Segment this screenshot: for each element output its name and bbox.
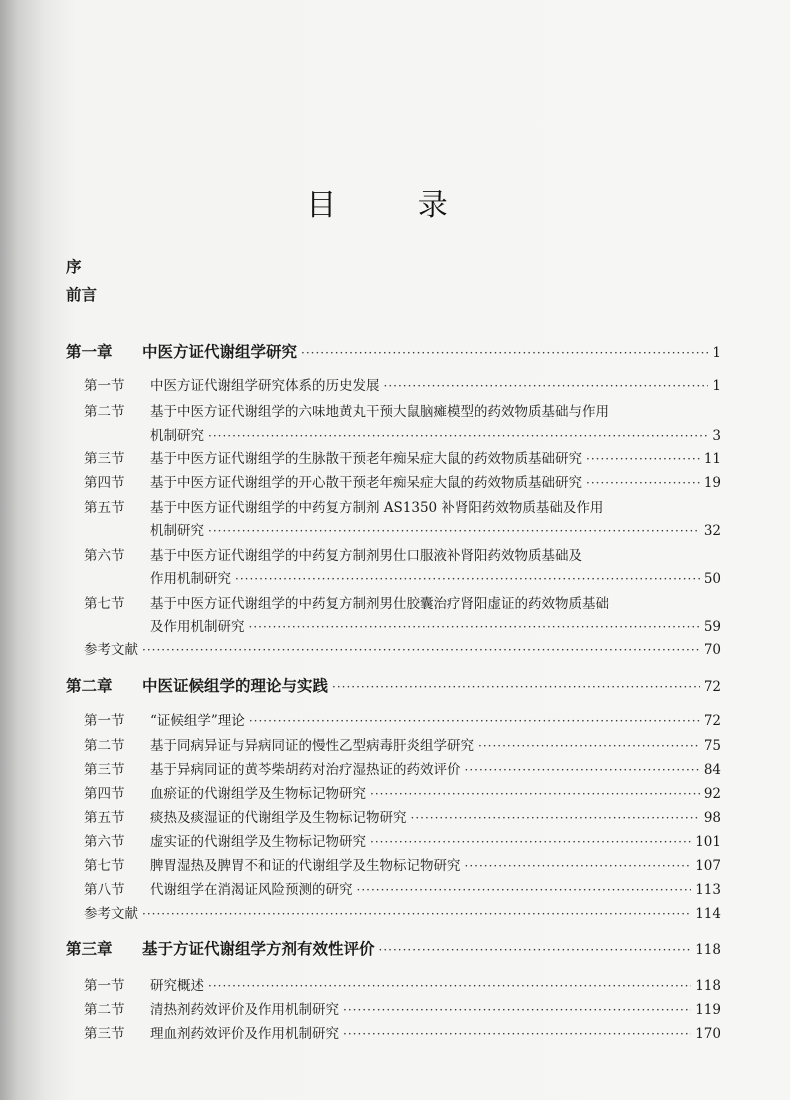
leader-dots xyxy=(249,714,700,728)
section-title-cont: 及作用机制研究 xyxy=(150,619,245,635)
toc-references[interactable] xyxy=(84,638,721,658)
section-title: 痰热及痰湿证的代谢组学及生物标记物研究 xyxy=(150,810,407,826)
page-number: 170 xyxy=(695,1026,721,1042)
section-label: 第六节 xyxy=(84,834,125,850)
references-label: 参考文献 xyxy=(84,906,138,922)
chapter-title: 基于方证代谢组学方剂有效性评价 xyxy=(142,940,375,958)
page-title: 目 录 xyxy=(306,188,484,223)
section-title: 清热剂药效评价及作用机制研究 xyxy=(150,1002,339,1018)
section-title: 基于中医方证代谢组学的生脉散干预老年痴呆症大鼠的药效物质基础研究 xyxy=(150,451,582,467)
section-label: 第三节 xyxy=(84,762,125,778)
leader-dots xyxy=(343,1003,691,1017)
leader-dots xyxy=(370,835,691,849)
toc-section-continuation[interactable] xyxy=(150,424,721,444)
toc-section[interactable] xyxy=(84,709,721,729)
section-label: 第七节 xyxy=(84,596,125,612)
leader-dots xyxy=(379,943,692,957)
section-title-cont: 机制研究 xyxy=(150,523,204,539)
toc-chapter[interactable] xyxy=(66,674,721,696)
page-number: 50 xyxy=(703,571,721,587)
toc-section[interactable] xyxy=(84,998,721,1018)
front-matter-foreword: 前言 xyxy=(66,286,98,304)
section-title: 基于中医方证代谢组学的中药复方制剂 AS1350 补肾阳药效物质基础及作用 xyxy=(150,500,604,516)
toc-chapter[interactable] xyxy=(66,937,721,959)
page-number: 32 xyxy=(703,523,721,539)
front-matter-preface: 序 xyxy=(66,258,82,276)
page-number: 118 xyxy=(695,942,721,958)
page-number: 70 xyxy=(703,642,721,658)
toc-section[interactable] xyxy=(84,544,721,564)
section-label: 第七节 xyxy=(84,858,125,874)
leader-dots xyxy=(370,787,700,801)
toc-section[interactable] xyxy=(84,782,721,802)
leader-dots xyxy=(357,883,692,897)
page-number: 92 xyxy=(703,786,721,802)
leader-dots xyxy=(208,979,691,993)
leader-dots xyxy=(465,763,700,777)
section-label: 第二节 xyxy=(84,1002,125,1018)
leader-dots xyxy=(208,524,700,538)
toc-section[interactable] xyxy=(84,592,721,612)
section-label: 第一节 xyxy=(84,378,125,394)
section-title: 基于中医方证代谢组学的开心散干预老年痴呆症大鼠的药效物质基础研究 xyxy=(150,475,582,491)
section-label: 第三节 xyxy=(84,1026,125,1042)
toc-section[interactable] xyxy=(84,734,721,754)
toc-chapter[interactable] xyxy=(66,340,721,362)
section-label: 第八节 xyxy=(84,882,125,898)
page-number: 72 xyxy=(703,713,721,729)
leader-dots xyxy=(332,680,700,694)
chapter-title: 中医方证代谢组学研究 xyxy=(142,343,298,361)
toc-section[interactable] xyxy=(84,374,721,394)
toc-section[interactable] xyxy=(84,400,721,420)
section-title: 中医方证代谢组学研究体系的历史发展 xyxy=(150,378,380,394)
section-label: 第五节 xyxy=(84,500,125,516)
section-label: 第三节 xyxy=(84,451,125,467)
leader-dots xyxy=(384,379,709,393)
page-number: 1 xyxy=(712,345,721,361)
leader-dots xyxy=(478,739,700,753)
section-title: 虚实证的代谢组学及生物标记物研究 xyxy=(150,834,366,850)
toc-section[interactable] xyxy=(84,496,721,516)
page-number: 75 xyxy=(703,738,721,754)
toc-references[interactable] xyxy=(84,902,721,922)
leader-dots xyxy=(465,859,692,873)
leader-dots xyxy=(301,346,708,360)
section-title: 基于中医方证代谢组学的中药复方制剂男仕胶囊治疗肾阳虚证的药效物质基础 xyxy=(150,596,609,612)
section-label: 第四节 xyxy=(84,786,125,802)
leader-dots xyxy=(208,429,708,443)
toc-section[interactable] xyxy=(84,830,721,850)
page-number: 3 xyxy=(712,428,721,444)
leader-dots xyxy=(142,907,691,921)
toc-section[interactable] xyxy=(84,974,721,994)
leader-dots xyxy=(586,476,700,490)
toc-section-continuation[interactable] xyxy=(150,567,721,587)
section-title: 基于中医方证代谢组学的六味地黄丸干预大鼠脑瘫模型的药效物质基础与作用 xyxy=(150,404,609,420)
section-title: 基于中医方证代谢组学的中药复方制剂男仕口服液补肾阳药效物质基础及 xyxy=(150,548,582,564)
chapter-label: 第三章 xyxy=(66,940,113,958)
section-title: 研究概述 xyxy=(150,978,204,994)
section-title-cont: 作用机制研究 xyxy=(150,571,231,587)
leader-dots xyxy=(235,572,700,586)
page-number: 107 xyxy=(695,858,721,874)
toc-section[interactable] xyxy=(84,806,721,826)
section-label: 第四节 xyxy=(84,475,125,491)
toc-section[interactable] xyxy=(84,758,721,778)
page-number: 101 xyxy=(695,834,721,850)
section-label: 第二节 xyxy=(84,738,125,754)
section-label: 第六节 xyxy=(84,548,125,564)
section-title: 脾胃湿热及脾胃不和证的代谢组学及生物标记物研究 xyxy=(150,858,461,874)
page-number: 1 xyxy=(712,378,721,394)
page-number: 118 xyxy=(695,978,721,994)
page-number: 19 xyxy=(703,475,721,491)
section-label: 第二节 xyxy=(84,404,125,420)
toc-section-continuation[interactable] xyxy=(150,519,721,539)
section-label: 第一节 xyxy=(84,978,125,994)
section-title: 基于同病异证与异病同证的慢性乙型病毒肝炎组学研究 xyxy=(150,738,474,754)
toc-section[interactable] xyxy=(84,1022,721,1042)
page-number: 114 xyxy=(695,906,721,922)
section-label: 第五节 xyxy=(84,810,125,826)
chapter-title: 中医证候组学的理论与实践 xyxy=(142,677,329,695)
page-number: 84 xyxy=(703,762,721,778)
leader-dots xyxy=(142,643,700,657)
leader-dots xyxy=(343,1027,691,1041)
section-title: “证候组学”理论 xyxy=(150,713,245,729)
toc-section[interactable] xyxy=(84,471,721,491)
section-title: 血瘀证的代谢组学及生物标记物研究 xyxy=(150,786,366,802)
section-title: 基于异病同证的黄芩柴胡药对治疗湿热证的药效评价 xyxy=(150,762,461,778)
toc-section[interactable] xyxy=(84,854,721,874)
page-number: 59 xyxy=(703,619,721,635)
leader-dots xyxy=(249,620,700,634)
page-number: 98 xyxy=(703,810,721,826)
toc-section[interactable] xyxy=(84,447,721,467)
section-title-cont: 机制研究 xyxy=(150,428,204,444)
page-number: 119 xyxy=(695,1002,721,1018)
page-number: 113 xyxy=(695,882,721,898)
section-title: 代谢组学在消渴证风险预测的研究 xyxy=(150,882,353,898)
section-label: 第一节 xyxy=(84,713,125,729)
toc-section[interactable] xyxy=(84,878,721,898)
chapter-label: 第一章 xyxy=(66,343,113,361)
page-number: 11 xyxy=(703,451,721,467)
toc-section-continuation[interactable] xyxy=(150,615,721,635)
leader-dots xyxy=(586,452,700,466)
section-title: 理血剂药效评价及作用机制研究 xyxy=(150,1026,339,1042)
references-label: 参考文献 xyxy=(84,642,138,658)
leader-dots xyxy=(411,811,700,825)
chapter-label: 第二章 xyxy=(66,677,113,695)
page-number: 72 xyxy=(703,679,721,695)
